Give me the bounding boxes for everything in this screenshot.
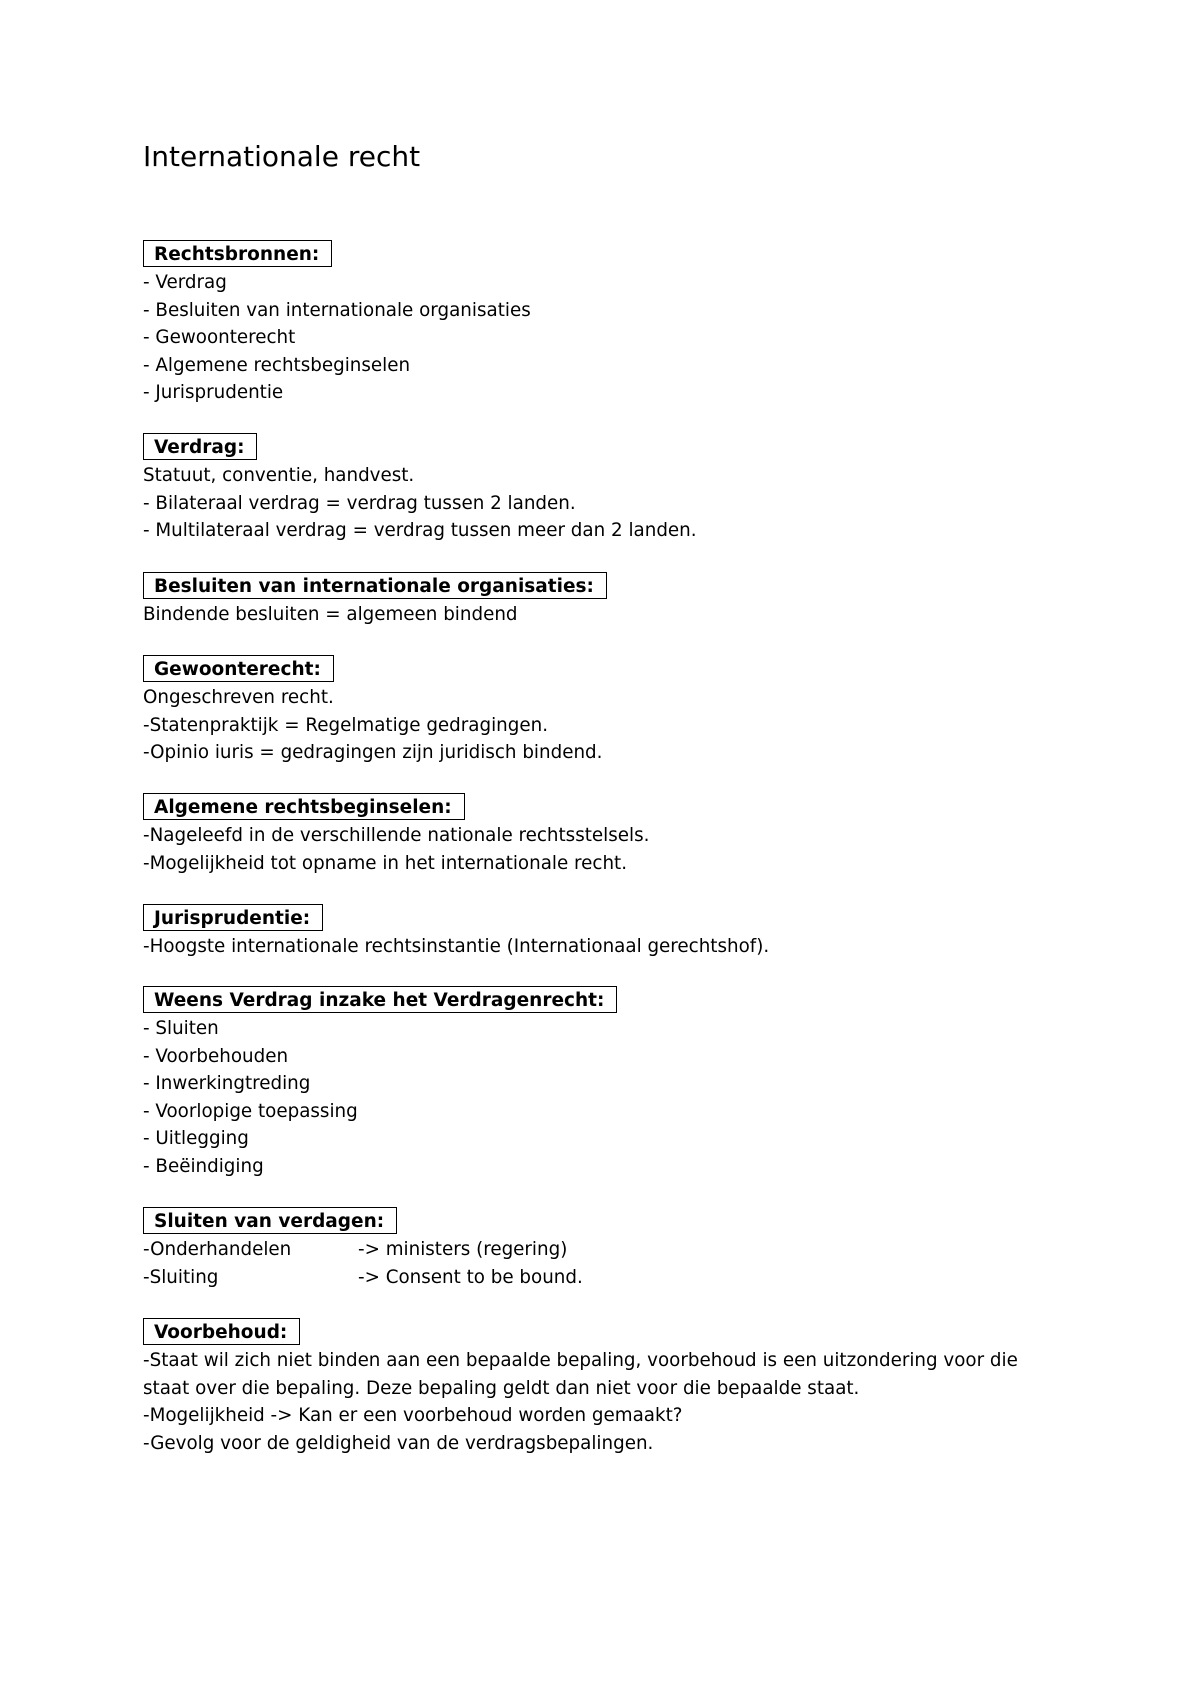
- section-heading: Gewoonterecht:: [143, 655, 334, 682]
- text-line: Bindende besluiten = algemeen bindend: [143, 604, 518, 625]
- section-heading: Voorbehoud:: [143, 1318, 300, 1345]
- list-item: [143, 1264, 1103, 1292]
- list-item: - Beëindiging: [143, 1155, 264, 1177]
- list-item: - Verdrag: [143, 272, 227, 293]
- list-item: -Mogelijkheid tot opname in het internationale recht.: [143, 852, 628, 874]
- list-item: - Sluiten: [143, 1018, 219, 1039]
- list-item: - Gewoonterecht: [143, 327, 296, 348]
- list-item: -Nageleefd in de verschillende nationale rechtsstelsels.: [143, 825, 650, 846]
- section-voorbehoud: [143, 1318, 1103, 1457]
- list-item: [143, 1236, 1103, 1264]
- section-verdrag: [143, 433, 1103, 545]
- list-item: - Uitlegging: [143, 1128, 249, 1149]
- list-item: -Gevolg voor de geldigheid van de verdragsbepalingen.: [143, 1432, 654, 1454]
- section-algemene-rechtsbeginselen: [143, 793, 1103, 877]
- document-title: Internationale recht: [143, 140, 421, 173]
- section-gewoonterecht: [143, 655, 1103, 767]
- section-sluiten-van-verdagen: [143, 1207, 1103, 1291]
- pair-left: -Sluiting: [143, 1266, 219, 1288]
- list-item: -Opinio iuris = gedragingen zijn juridisch bindend.: [143, 742, 603, 763]
- list-item: - Inwerkingtreding: [143, 1073, 311, 1094]
- section-heading: Verdrag:: [143, 433, 257, 460]
- list-item: - Voorbehouden: [143, 1045, 289, 1067]
- section-heading: Weens Verdrag inzake het Verdragenrecht:: [143, 986, 617, 1013]
- section-jurisprudentie: [143, 904, 1103, 961]
- section-heading: Rechtsbronnen:: [143, 240, 332, 267]
- paragraph: -Staat wil zich niet binden aan een bepaalde bepaling, voorbehoud is een uitzondering voor die staat over die bepaling. Deze bepaling geldt dan niet voor die bepaalde staat.: [143, 1350, 1018, 1399]
- list-item: - Algemene rechtsbeginselen: [143, 354, 411, 376]
- pair-right: -> ministers (regering): [358, 1239, 568, 1260]
- section-heading: Jurisprudentie:: [143, 904, 323, 931]
- section-heading: Algemene rechtsbeginselen:: [143, 793, 465, 820]
- section-weens-verdrag: [143, 986, 1103, 1180]
- pair-right: -> Consent to be bound.: [358, 1266, 583, 1288]
- section-besluiten: [143, 572, 1103, 629]
- list-item: - Besluiten van internationale organisaties: [143, 299, 531, 321]
- section-heading: Besluiten van internationale organisaties:: [143, 572, 607, 599]
- text-line: Ongeschreven recht.: [143, 687, 334, 708]
- list-item: - Jurisprudentie: [143, 382, 284, 403]
- list-item: -Hoogste internationale rechtsinstantie (Internationaal gerechtshof).: [143, 936, 770, 957]
- list-item: - Voorlopige toepassing: [143, 1100, 358, 1122]
- list-item: - Bilateraal verdrag = verdrag tussen 2 landen.: [143, 492, 576, 514]
- section-rechtsbronnen: [143, 240, 1103, 407]
- list-item: -Mogelijkheid -> Kan er een voorbehoud worden gemaakt?: [143, 1405, 683, 1426]
- list-item: - Multilateraal verdrag = verdrag tussen meer dan 2 landen.: [143, 520, 697, 541]
- pair-left: -Onderhandelen: [143, 1239, 292, 1260]
- list-item: -Statenpraktijk = Regelmatige gedragingen.: [143, 714, 549, 736]
- text-line: Statuut, conventie, handvest.: [143, 465, 415, 486]
- section-heading: Sluiten van verdagen:: [143, 1207, 397, 1234]
